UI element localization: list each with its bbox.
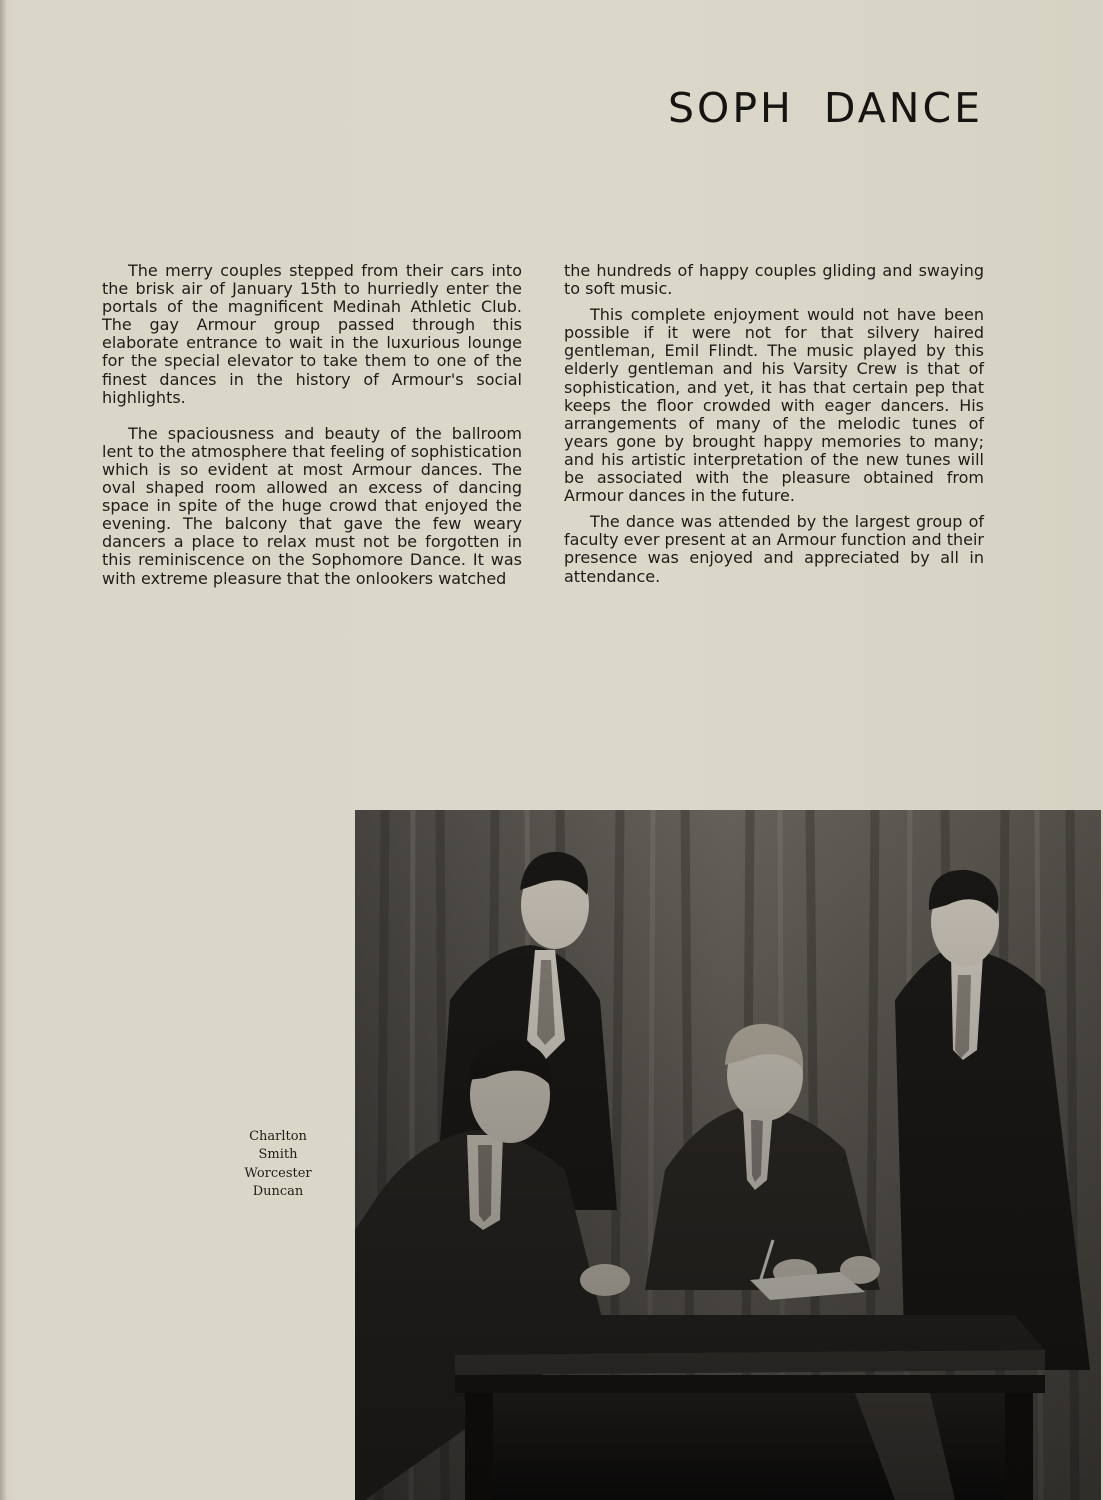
caption-name: Duncan — [252, 1184, 304, 1200]
group-photo-illustration — [355, 810, 1101, 1500]
paragraph: This complete enjoyment would not have been possible if it were not for that silvery haired gentleman, Emil Flindt. The music played by this elderly gentleman and his Varsity Crew is that of sophistication, and yet, it has that certain pep that keeps the floor crowded with eager dancers. His arrangements of many of the melodic tunes of years gone by brought happy memories to many; and his artistic interpretation of the new tunes will be associated with the pleasure obtained from Armour dances in the future. — [564, 305, 984, 506]
group-photo — [355, 810, 1101, 1500]
article-column-right — [564, 262, 984, 586]
photo-caption — [230, 1128, 326, 1202]
article-column-left — [102, 262, 522, 588]
paragraph: The spaciousness and beauty of the ballroom lent to the atmosphere that feeling of sophistication which is so evident at most Armour dances. The oval shaped room allowed an excess of dancing space in spite of the huge crowd that enjoyed the evening. The balcony that gave the few weary dancers a place to relax must not be forgotten in this reminiscence on the Sophomore Dance. It was with extreme pleasure that the onlookers watched — [102, 423, 522, 588]
caption-name: Worcester — [244, 1165, 312, 1181]
paragraph: The merry couples stepped from their cars into the brisk air of January 15th to hurriedly enter the portals of the magnificent Medinah Athletic Club. The gay Armour group passed through this elaborate entrance to wait in the luxurious lounge for the special elevator to take them to one of the finest dances in the history of Armour's social highlights. — [102, 261, 522, 407]
page-binding-edge — [0, 0, 6, 1500]
paragraph: the hundreds of happy couples gliding and swaying to soft music. — [564, 261, 984, 299]
caption-name: Charlton — [249, 1129, 307, 1144]
caption-name: Smith — [258, 1147, 298, 1163]
paragraph: The dance was attended by the largest group of faculty ever present at an Armour function and their presence was enjoyed and appreciated by all in attendance. — [564, 512, 984, 586]
page-title: SOPH DANCE — [668, 84, 983, 132]
